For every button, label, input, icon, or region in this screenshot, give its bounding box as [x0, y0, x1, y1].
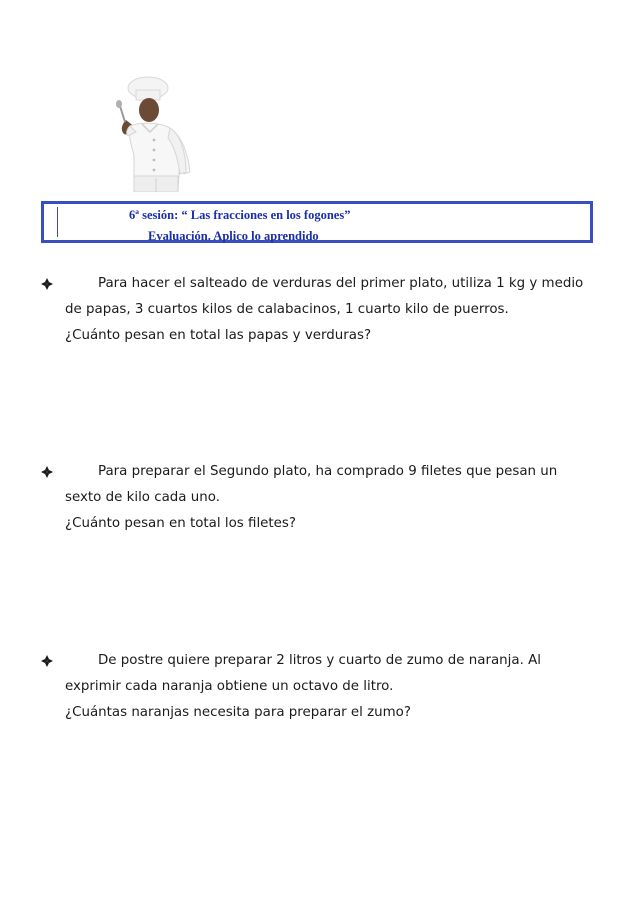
session-subtitle: Evaluación. Aplico lo aprendido	[148, 229, 319, 243]
session-title: 6ª sesión: “ Las fracciones en los fogones”	[129, 208, 351, 222]
question-prompt: ¿Cuánto pesan en total los filetes?	[65, 516, 296, 531]
question-1	[40, 271, 600, 349]
question-text-line: Para preparar el Segundo plato, ha comprado 9 filetes que pesan un	[98, 464, 558, 479]
question-text-line: Para hacer el salteado de verduras del primer plato, utiliza 1 kg y medio	[98, 276, 584, 291]
diamond-bullet-icon	[40, 648, 54, 674]
question-2	[40, 459, 600, 537]
question-text-line: sexto de kilo cada uno.	[65, 490, 220, 505]
question-text-line: De postre quiere preparar 2 litros y cuarto de zumo de naranja. Al	[98, 653, 541, 668]
question-prompt: ¿Cuántas naranjas necesita para preparar el zumo?	[65, 705, 411, 720]
diamond-bullet-icon	[40, 271, 54, 297]
diamond-bullet-icon	[40, 459, 54, 485]
question-prompt: ¿Cuánto pesan en total las papas y verduras?	[65, 328, 372, 343]
question-text-line: exprimir cada naranja obtiene un octavo de litro.	[65, 679, 394, 694]
chef-illustration	[104, 76, 214, 192]
question-3	[40, 648, 600, 726]
question-text-line: de papas, 3 cuartos kilos de calabacinos, 1 cuarto kilo de puerros.	[65, 302, 509, 317]
